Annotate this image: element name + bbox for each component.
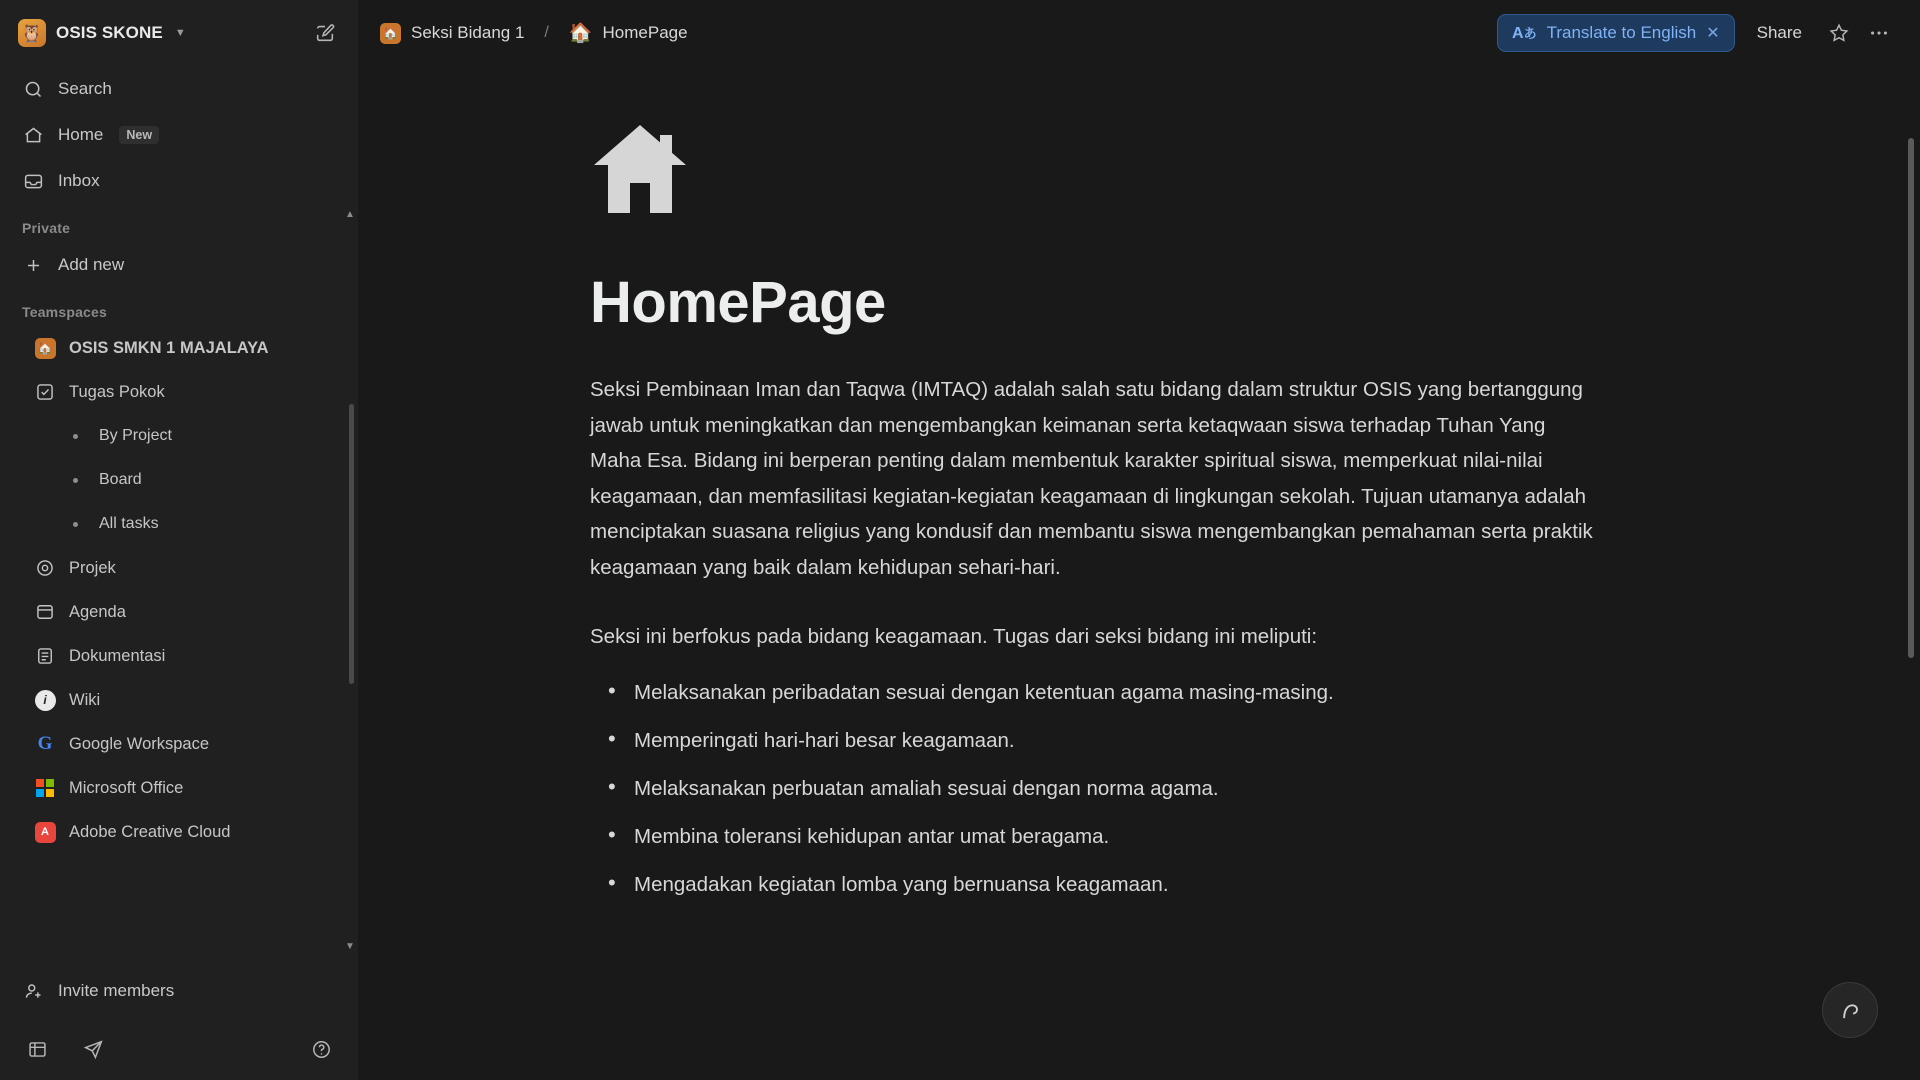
sidebar-footer [0, 1024, 358, 1080]
sidebar-item-label: Agenda [69, 602, 126, 621]
more-options-icon[interactable] [1864, 18, 1894, 48]
section-private: Private [22, 220, 71, 236]
sidebar-item-agenda[interactable] [12, 590, 346, 634]
paragraph[interactable]: Seksi Pembinaan Iman dan Taqwa (IMTAQ) adalah salah satu bidang dalam struktur OSIS yang bertanggung jawab untuk meningkatkan dan mengembangkan keimanan serta ketaqwaan siswa terhadap Tuhan Yang Maha Esa. Bidang ini berperan penting dalam membentuk karakter spiritual siswa, memperkuat nilai-nilai keagamaan, dan memfasilitasi kegiatan-kegiatan keagamaan di lingkungan sekolah. Tujuan utamanya adalah menciptakan suasana religius yang kondusif dan membantu siswa mengembangkan pemahaman serta praktik keagamaan yang baik dalam kehidupan sehari-hari. [590, 378, 1593, 579]
google-icon: G [37, 733, 53, 754]
teamspace-icon: 🏠 [380, 23, 401, 44]
add-new-label: Add new [58, 255, 125, 274]
sidebar-item-label: Microsoft Office [69, 778, 184, 797]
sidebar-item-label: All tasks [99, 515, 159, 532]
sidebar-scrollbar[interactable] [349, 404, 354, 684]
list-item[interactable]: • Membina toleransi kehidupan antar umat beragama. [590, 813, 1650, 861]
bullet-icon [64, 469, 86, 491]
teamspace-icon: 🏠 [34, 337, 56, 359]
share-button[interactable]: Share [1756, 23, 1802, 42]
sidebar-item-osis-smkn-1-majalaya[interactable] [12, 326, 346, 370]
chevron-down-icon[interactable]: ▼ [174, 27, 186, 39]
add-member-icon [22, 981, 44, 1002]
scroll-up-icon[interactable]: ▲ [345, 208, 355, 220]
home-icon [22, 125, 44, 146]
sidebar-item-microsoft-office[interactable] [12, 766, 346, 810]
workspace-header[interactable] [0, 0, 358, 66]
sidebar-bottom [0, 962, 358, 1024]
sidebar-item-label: Search [58, 79, 112, 98]
sidebar-item-tugas-pokok[interactable] [12, 370, 346, 414]
info-icon: i [34, 689, 56, 711]
document-body [358, 66, 1920, 1080]
search-icon [22, 79, 44, 100]
help-icon[interactable] [306, 1034, 336, 1064]
sidebar-item-label: Projek [69, 558, 116, 577]
calendar-icon [34, 601, 56, 623]
sidebar-item-google-workspace[interactable] [12, 722, 346, 766]
bullet-list [590, 669, 1650, 909]
checkbox-icon [34, 381, 56, 403]
section-teamspaces: Teamspaces [22, 304, 108, 320]
sidebar-item-label: Wiki [69, 690, 101, 709]
breadcrumb-separator: / [544, 24, 549, 41]
sidebar-item-search[interactable] [12, 66, 346, 112]
house-icon[interactable] [590, 121, 1650, 217]
sidebar-item-label: Dokumentasi [69, 646, 166, 665]
breadcrumb-label: HomePage [602, 23, 688, 42]
breadcrumb-label: Seksi Bidang 1 [411, 23, 525, 42]
primary-nav [0, 66, 358, 204]
sidebar-item-dokumentasi[interactable] [12, 634, 346, 678]
sidebar-item-label: Inbox [58, 171, 100, 190]
ai-assistant-icon[interactable] [1822, 982, 1878, 1038]
new-page-icon[interactable] [310, 18, 340, 48]
target-icon [34, 557, 56, 579]
sidebar-item-by-project[interactable] [12, 414, 346, 458]
list-item[interactable]: • Mengadakan kegiatan lomba yang bernuansa keagamaan. [590, 861, 1650, 909]
sidebar-item-label: Tugas Pokok [69, 382, 165, 401]
sidebar-item-all-tasks[interactable] [12, 502, 346, 546]
star-icon[interactable] [1824, 18, 1854, 48]
sidebar-item-projek[interactable] [12, 546, 346, 590]
sidebar-item-label: Board [99, 471, 142, 488]
microsoft-icon [34, 777, 56, 799]
bullet-icon [64, 513, 86, 535]
main-scrollbar[interactable] [1908, 138, 1914, 658]
main-area [358, 0, 1920, 1080]
paragraph[interactable]: Seksi ini berfokus pada bidang keagamaan. Tugas dari seksi bidang ini meliputi: [590, 625, 1318, 648]
calendar-sidebar-icon[interactable] [22, 1034, 52, 1064]
invite-members-button[interactable] [12, 968, 346, 1014]
send-icon[interactable] [78, 1034, 108, 1064]
adobe-icon: A [34, 821, 56, 843]
add-new-button[interactable] [12, 242, 346, 288]
list-item[interactable]: • Melaksanakan peribadatan sesuai dengan ketentuan agama masing-masing. [590, 669, 1650, 717]
sidebar-item-wiki[interactable] [12, 678, 346, 722]
sidebar-item-label: Adobe Creative Cloud [69, 822, 231, 841]
sidebar-item-label: Home [58, 125, 104, 144]
owl-avatar: 🦉 [18, 19, 46, 47]
sidebar [0, 0, 358, 1080]
inbox-icon [22, 171, 44, 192]
invite-members-label: Invite members [58, 981, 175, 1000]
list-item[interactable]: • Melaksanakan perbuatan amaliah sesuai dengan norma agama. [590, 765, 1650, 813]
list-item[interactable]: • Memperingati hari-hari besar keagamaan. [590, 717, 1650, 765]
scroll-down-icon[interactable]: ▼ [345, 940, 355, 952]
sidebar-item-inbox[interactable] [12, 158, 346, 204]
translate-banner[interactable] [1497, 14, 1735, 52]
sidebar-item-board[interactable] [12, 458, 346, 502]
breadcrumb-item-seksi-bidang-1[interactable] [372, 18, 532, 49]
sidebar-item-label: Google Workspace [69, 734, 210, 753]
translate-label: Translate to English [1546, 23, 1697, 42]
sidebar-tree [0, 204, 358, 962]
top-bar [358, 0, 1920, 66]
translate-icon: Aあ [1512, 25, 1537, 42]
sidebar-item-home[interactable] [12, 112, 346, 158]
workspace-name: OSIS SKONE [56, 23, 163, 42]
breadcrumb-item-homepage[interactable] [561, 16, 696, 50]
sidebar-item-label: By Project [99, 427, 172, 444]
home-page-icon: 🏠 [568, 23, 593, 44]
document-icon [34, 645, 56, 667]
page-title[interactable]: HomePage [590, 270, 886, 335]
bullet-icon [64, 425, 86, 447]
plus-icon [22, 256, 44, 275]
status-badge: New [119, 126, 159, 144]
close-icon[interactable]: ✕ [1706, 25, 1720, 42]
sidebar-item-label: OSIS SMKN 1 MAJALAYA [69, 338, 269, 357]
sidebar-item-adobe-creative-cloud[interactable] [12, 810, 346, 854]
